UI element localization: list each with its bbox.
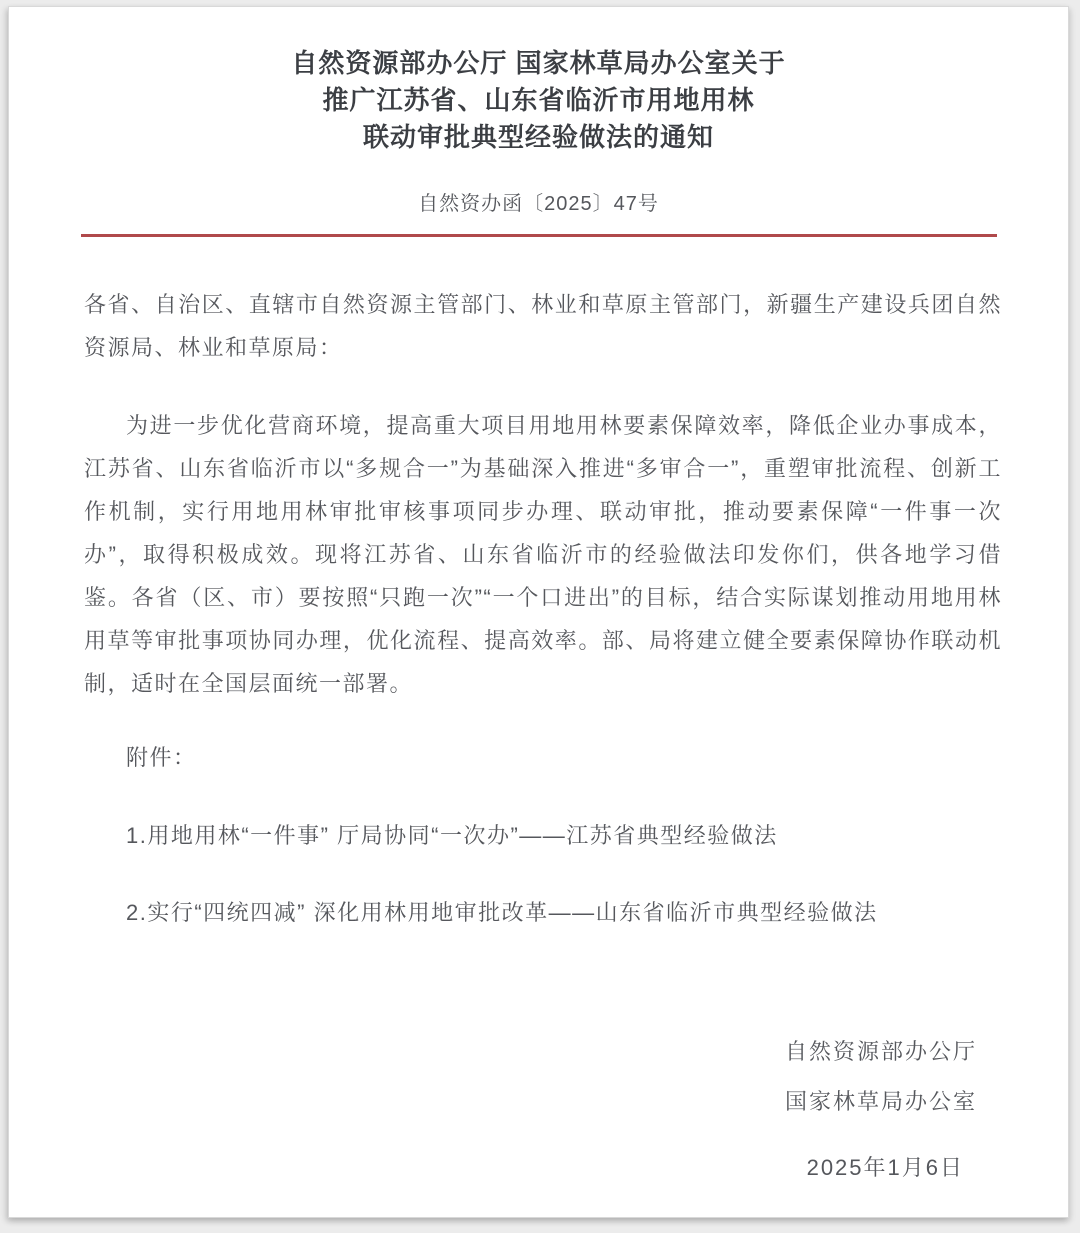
document-number: 自然资办函〔2025〕47号 [418,193,659,215]
document-title-line-3: 联动审批典型经验做法的通知 [362,122,714,152]
signature-org-1: 自然资源部办公厅 [784,1039,977,1064]
document-body [9,283,1068,1193]
signature-block [84,1027,1002,1193]
document-page [8,6,1069,1218]
body-paragraph: 为进一步优化营商环境，提高重大项目用地用林要素保障效率，降低企业办事成本，江苏省、山东省临沂市以“多规合一”为基础深入推进“多审合一”，重塑审批流程、创新工作机制，实行用地用林审批审核事项同步办理、联动审批，推动要素保障“一件事一次办”，取得积极成效。现将江苏省、山东省临沂市的经验做法印发你们，供各地学习借鉴。各省（区、市）要按照“只跑一次”“一个口进出”的目标，结合实际谋划推动用地用林用草等审批事项协同办理，优化流程、提高效率。部、局将建立健全要素保障协作联动机制，适时在全国层面统一部署。 [84,413,1002,696]
attachment-item-2: 2.实行“四统四减” 深化用林用地审批改革——山东省临沂市典型经验做法 [126,900,878,925]
document-title-line-1: 自然资源部办公厅 国家林草局办公室关于 [291,48,786,78]
salutation: 各省、自治区、直辖市自然资源主管部门、林业和草原主管部门，新疆生产建设兵团自然资源局、林业和草原局： [84,292,1002,360]
attachment-item-1: 1.用地用林“一件事” 厅局协同“一次办”——江苏省典型经验做法 [126,823,778,848]
signature-org-2: 国家林草局办公室 [784,1089,977,1114]
signature-date: 2025年1月6日 [806,1155,964,1180]
red-divider-line [81,234,997,237]
attachments-label: 附件： [126,745,197,770]
document-title-line-2: 推广江苏省、山东省临沂市用地用林 [322,85,755,115]
document-title [9,7,1068,156]
